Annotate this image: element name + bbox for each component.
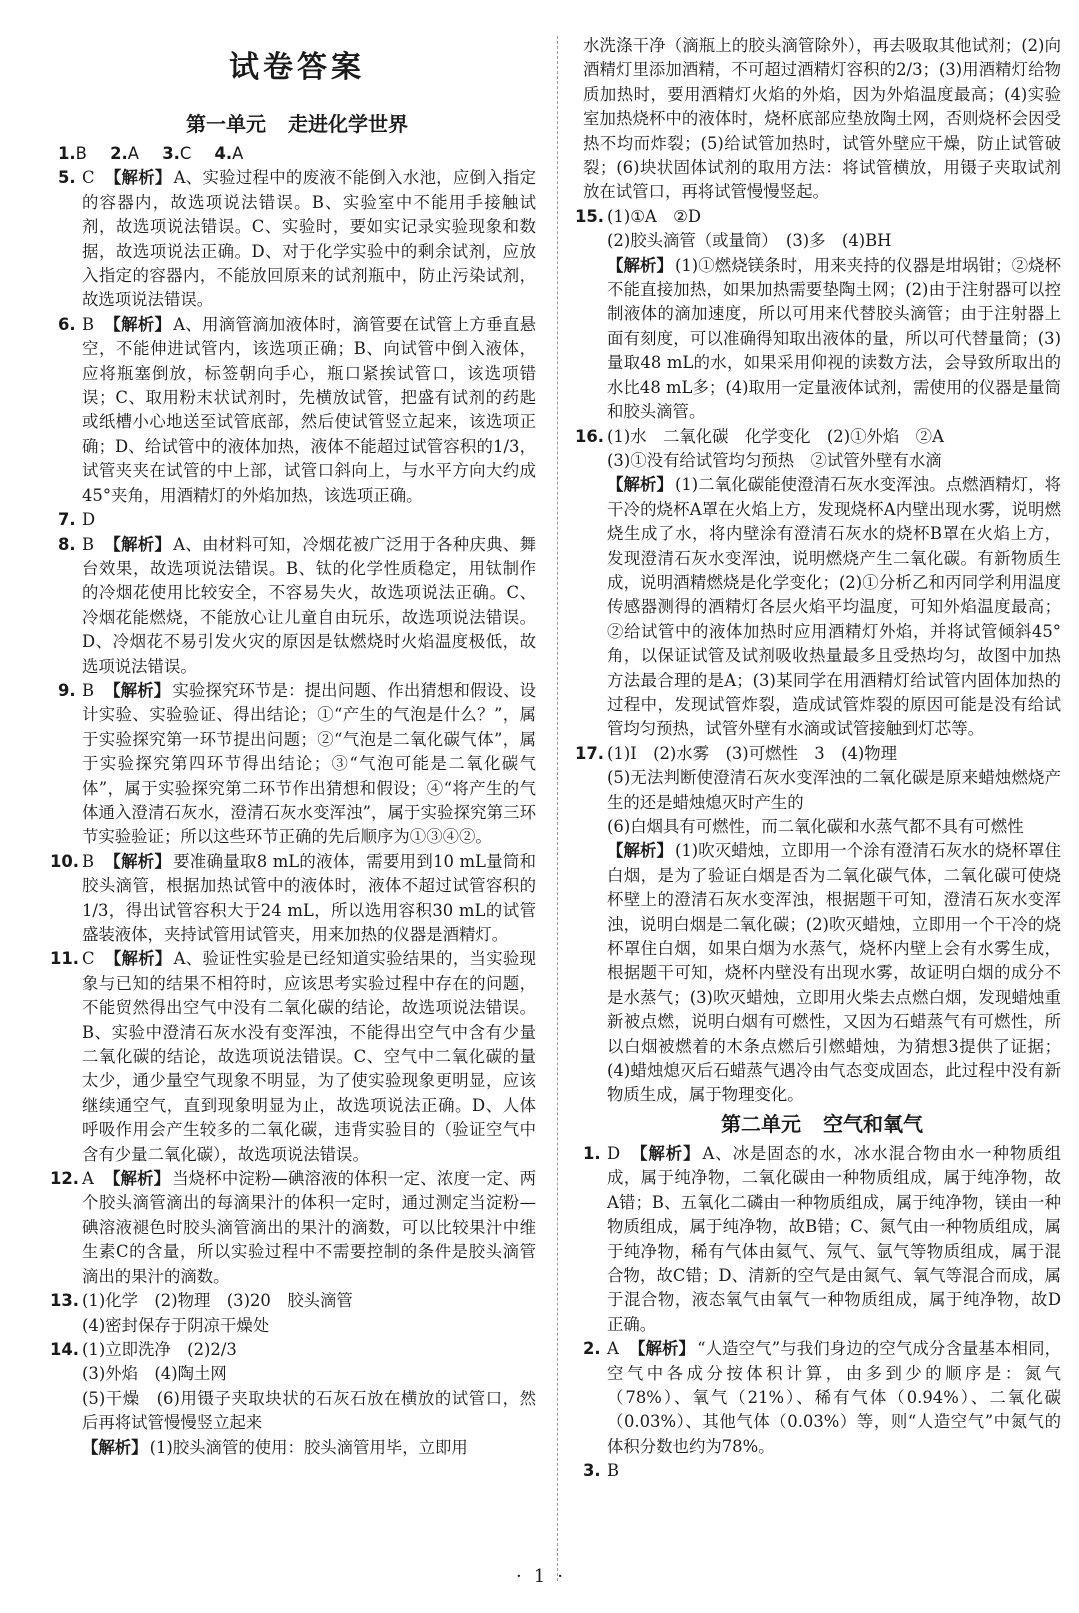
q12-number: 12. (50, 1169, 80, 1189)
answer-item-9 (58, 679, 536, 850)
answer-item-17 (575, 742, 1061, 1108)
q3-answer: C (179, 144, 192, 163)
analysis-tag: 【解析】 (630, 1143, 701, 1163)
analysis-tag: 【解析】 (104, 534, 172, 554)
q2-number: 2. (110, 144, 128, 163)
q14-analysis-cont: 水洗涤干净（滴瓶上的胶头滴管除外），再去吸取其他试剂；(2)向酒精灯里添加酒精，不可超过酒精灯容积的2/3；(3)用酒精灯给物质加热时，要用酒精灯火焰的外焰，因为外焰温度最高；(4)实验室加热烧杯中的液体时，烧杯底部应垫放陶土网，否则烧杯会因受热不均而炸裂；(5)给试管加热时，试管外壁应干燥，防止试管破裂；(6)块状固体试剂的取用方法：将试管横放，用镊子夹取试剂放在试管口，再将试管慢慢竖起。 (583, 36, 1061, 202)
unit-1-label: 第一单元 (186, 112, 266, 136)
q10-analysis: 要准确量取8 mL的液体，需要用到10 mL量筒和胶头滴管，根据加热试管中的液体时，液体不超过试管容积的1/3，得出试管容积大于24 mL，所以选用容积30 mL的试管盛装液体，夹持试管用试管夹，用来加热的仪器是酒精灯。 (82, 851, 537, 944)
unit2-answer-item-2 (583, 1337, 1061, 1459)
q13-number: 13. (50, 1291, 80, 1311)
q16-line-2: (3)①没有给试管均匀预热 ②试管外壁有水滴 (607, 450, 942, 470)
answer-item-11 (50, 947, 536, 1167)
q6-analysis: A、用滴管滴加液体时，滴管要在试管上方垂直悬空，不能伸进试管内，该选项正确；B、向试管中倒入液体，应将瓶塞倒放，标签朝向手心，瓶口紧挨试管口，该选项错误；C、取用粉末状试剂时，先横放试管，把盛有试剂的药匙或纸槽小心地送至试管底部，然后使试管竖立起来，该选项正确；D、给试管中的液体加热，液体不能超过试管容积的1/3，试管夹夹在试管的中上部，试管口斜向上，与水平方向大约成45°夹角，用酒精灯的外焰加热，该选项正确。 (82, 314, 536, 505)
q16-number: 16. (575, 426, 605, 446)
analysis-tag: 【解析】 (104, 314, 172, 334)
answer-item-16 (575, 425, 1061, 742)
analysis-tag: 【解析】 (82, 1437, 148, 1457)
right-column (575, 34, 1062, 1484)
q16-line-1: (1)水 二氧化碳 化学变化 (2)①外焰 ②A (607, 426, 944, 446)
q14-line-2: (3)外焰 (4)陶土网 (82, 1364, 227, 1384)
answer-item-10 (50, 850, 537, 948)
q15-line-1: (1)①A ②D (607, 206, 701, 226)
answer-item-13 (50, 1289, 536, 1338)
unit-1-name: 走进化学世界 (288, 112, 408, 136)
answer-item-8 (58, 533, 536, 679)
q14-number: 14. (50, 1339, 80, 1359)
q9-number: 9. (58, 680, 76, 700)
q15-line-2: (2)胶头滴管（或量筒） (3)多 (4)BH (607, 231, 892, 251)
q4-answer: A (232, 144, 244, 163)
q17-number: 17. (575, 743, 605, 763)
answer-item-15 (575, 205, 1061, 425)
q8-number: 8. (58, 534, 76, 554)
unit2-answer-item-1 (583, 1142, 1061, 1337)
answer-item-6 (58, 313, 536, 508)
q14-line-1: (1)立即洗净 (2)2/3 (82, 1339, 237, 1359)
analysis-tag: 【解析】 (104, 949, 172, 969)
q7-answer: D (82, 510, 96, 530)
left-column (50, 40, 537, 1460)
q12-analysis: 当烧杯中淀粉—碘溶液的体积一定、浓度一定、两个胶头滴管滴出的每滴果汁的体积一定时，通过测定当淀粉—碘溶液褪色时胶头滴管滴出的果汁的滴数，可以比较果汁中维生素C的含量，所以实验过程中不需要控制的条件是胶头滴管滴出的果汁的滴数。 (82, 1169, 537, 1286)
u2-q1-answer: D (607, 1143, 621, 1163)
page-number-dot-left: · (516, 1566, 522, 1587)
unit-1-title (58, 110, 536, 138)
analysis-tag: 【解析】 (104, 168, 172, 188)
q9-analysis: 实验探究环节是：提出问题、作出猜想和假设、设计实验、实验验证、得出结论；①“产生的气泡是什么？”，属于实验探究第一环节提出问题；②“气泡是二氧化碳气体”，属于实验探究第四环节得出结论；③“气泡可能是二氧化碳气体”，属于实验探究第二环节作出猜想和假设；④“将产生的气体通入澄清石灰水，澄清石灰水变浑浊”，属于实验探究第三环节实验验证；所以这些环节正确的先后顺序为①③④②。 (82, 680, 537, 847)
analysis-tag: 【解析】 (103, 1169, 171, 1189)
q14-line-3: (5)干燥 (6)用镊子夹取块状的石灰石放在横放的试管口，然后再将试管慢慢竖立起来 (82, 1388, 536, 1433)
q1-answer: B (75, 144, 87, 163)
q4-number: 4. (214, 144, 233, 163)
q17-analysis: (1)吹灭蜡烛，立即用一个涂有澄清石灰水的烧杯罩住白烟，是为了验证白烟是否为二氧化碳气体，二氧化碳可使烧杯壁上的澄清石灰水变浑浊，根据题干可知，澄清石灰水变浑浊，说明白烟是二氧化碳；(2)吹灭蜡烛，立即用一个干冷的烧杯罩住白烟，如果白烟为水蒸气，烧杯内壁上会有水雾生成，根据题干可知，烧杯内壁没有出现水雾，故证明白烟的成分不是水蒸气；(3)吹灭蜡烛，立即用火柴去点燃白烟，发现蜡烛重新被点燃，说明白烟有可燃性，又因为石蜡蒸气有可燃性，所以白烟被燃着的木条点燃后引燃蜡烛，为猜想3提供了证据；(4)蜡烛熄灭后石蜡蒸气遇冷由气态变成固态，此过程中没有新物质生成，属于物理变化。 (607, 841, 1061, 1105)
q5-answer: C (82, 168, 95, 188)
q7-number: 7. (58, 510, 76, 530)
q13-line-2: (4)密封保存于阴凉干燥处 (82, 1315, 270, 1335)
q11-answer: C (82, 949, 95, 969)
page-number-dot-right: · (557, 1566, 563, 1587)
u2-q1-number: 1. (583, 1143, 601, 1163)
u2-q2-number: 2. (583, 1339, 601, 1359)
q8-answer: B (82, 534, 95, 554)
q11-number: 11. (50, 949, 80, 969)
q6-number: 6. (58, 314, 76, 334)
q8-analysis: A、由材料可知，冷烟花被广泛用于各种庆典、舞台效果，故选项说法错误。B、钛的化学性质稳定，用钛制作的冷烟花使用比较安全，不容易失火，故选项说法正确。C、冷烟花能燃烧，不能放心让儿童自由玩乐，故选项说法错误。D、冷烟花不易引发火灾的原因是钛燃烧时火焰温度极低，故选项说法错误。 (82, 534, 536, 676)
q5-analysis: A、实验过程中的废液不能倒入水池，应倒入指定的容器内，故选项说法错误。B、实验室中不能用手接触试剂，故选项说法错误。C、实验时，要如实记录实验现象和数据，故选项说法正确。D、对于化学实验中的剩余试剂，应放入指定的容器内，不能放回原来的试剂瓶中，防止污染试剂，故选项说法错误。 (82, 168, 536, 310)
q14-analysis: (1)胶头滴管的使用：胶头滴管用毕，立即用 (149, 1437, 468, 1457)
q15-analysis: (1)①燃烧镁条时，用来夹持的仪器是坩埚钳；②烧杯不能直接加热，如果加热需要垫陶土网；(2)由于注射器可以控制液体的滴加速度，所以可用来代替胶头滴管；由于注射器上面有刻度，可以准确得知取出液体的量，所以可代替量筒；(3)量取48 mL的水，如果采用仰视的读数方法，会导致所取出的水比48 mL多；(4)取用一定量液体试剂，需使用的仪器是量筒和胶头滴管。 (607, 255, 1061, 422)
q6-answer: B (82, 314, 95, 334)
page-number-value: 1 (533, 1566, 546, 1587)
analysis-tag: 【解析】 (607, 255, 673, 275)
answers-1-4 (58, 142, 536, 166)
q11-analysis: A、验证性实验是已经知道实验结果的，当实验现象与已知的结果不相符时，应该思考实验过程中存在的问题，不能贸然得出空气中没有二氧化碳的结论，故选项说法错误。B、实验中澄清石灰水没有变浑浊，不能得出空气中含有少量二氧化碳的结论，故选项说法错误。C、空气中二氧化碳的量太少，通少量空气现象不明显，为了使实验现象更明显，应该继续通空气，直到现象明显为止，故选项说法正确。D、人体呼吸作用会产生较多的二氧化碳，违背实验目的（验证空气中含有少量二氧化碳），故选项说法错误。 (82, 949, 536, 1164)
q17-line-3: (6)白烟具有可燃性，而二氧化碳和水蒸气都不具有可燃性 (607, 817, 1024, 836)
answer-item-14 (50, 1338, 536, 1460)
analysis-tag: 【解析】 (104, 851, 172, 871)
q10-number: 10. (50, 851, 80, 871)
q17-line-2: (5)无法判断使澄清石灰水变浑浊的二氧化碳是原来蜡烛燃烧产生的还是蜡烛熄灭时产生的 (607, 768, 1061, 812)
page-number (0, 1566, 1079, 1587)
analysis-tag: 【解析】 (628, 1339, 696, 1359)
q15-number: 15. (575, 206, 605, 226)
q16-analysis: (1)二氧化碳能使澄清石灰水变浑浊。点燃酒精灯，将干冷的烧杯A罩在火焰上方，发现烧杯A内壁出现水雾，说明燃烧生成了水，将内壁涂有澄清石灰水的烧杯B罩在火焰上方，发现澄清石灰水变浑浊，说明燃烧产生二氧化碳。有新物质生成，说明酒精燃烧是化学变化；(2)①分析乙和丙同学利用温度传感器测得的酒精灯各层火焰平均温度，可知外焰温度最高；②给试管中的液体加热时应用酒精灯外焰，并将试管倾斜45°角，以保证试管及试剂吸收热量最多且受热均匀，故图中加热方法最合理的是A；(3)某同学在用酒精灯给试管内固体加热的过程中，发现试管炸裂，造成试管炸裂的原因可能是没有给试管均匀预热，试管外壁有水滴或试管接触到灯芯等。 (607, 475, 1061, 739)
q12-answer: A (82, 1169, 94, 1189)
u2-q2-answer: A (607, 1339, 619, 1359)
page-title: 试卷答案 (229, 50, 365, 85)
q9-answer: B (82, 680, 95, 700)
u2-q1-analysis: A、冰是固态的水，冰水混合物由水一种物质组成，属于纯净物，二氧化碳由一种物质组成，属于纯净物，故A错；B、五氧化二磷由一种物质组成，属于纯净物，镁由一种物质组成，属于纯净物，故B错；C、氮气由一种物质组成，属于纯净物，稀有气体由氦气、氖气、氩气等物质组成，属于混合物，故C错；D、清新的空气是由氮气、氧气等混合而成，属于混合物，液态氧气由氧气一种物质组成，属于纯净物，故D正确。 (607, 1143, 1062, 1334)
analysis-tag: 【解析】 (607, 841, 673, 861)
unit-2-name: 空气和氧气 (823, 1111, 923, 1136)
unit-2-title (583, 1110, 1061, 1138)
u2-q3-number: 3. (583, 1461, 601, 1481)
column-divider (557, 36, 558, 1581)
q10-answer: B (82, 851, 95, 871)
unit-2-label: 第二单元 (721, 1111, 801, 1136)
answer-item-12 (50, 1167, 537, 1289)
u2-q3-answer: B (607, 1461, 620, 1481)
q13-line-1: (1)化学 (2)物理 (3)20 胶头滴管 (82, 1291, 353, 1311)
q14-analysis-continued (583, 34, 1061, 205)
q3-number: 3. (162, 144, 180, 163)
unit2-answer-item-3 (583, 1459, 1061, 1483)
analysis-tag: 【解析】 (607, 475, 673, 495)
answer-item-7 (58, 508, 536, 532)
q1-number: 1. (58, 144, 76, 163)
analysis-tag: 【解析】 (104, 680, 171, 700)
q2-answer: A (127, 144, 139, 163)
answer-item-5 (58, 166, 536, 312)
q17-line-1: (1)Ⅰ (2)水雾 (3)可燃性 3 (4)物理 (607, 743, 898, 763)
u2-q2-analysis: “人造空气”与我们身边的空气成分含量基本相同，空气中各成分按体积计算，由多到少的顺序是：氮气（78%）、氧气（21%）、稀有气体（0.94%）、二氧化碳（0.03%）、其他气体（0.03%）等，则“人造空气”中氮气的体积分数也约为78%。 (607, 1339, 1061, 1456)
q5-number: 5. (58, 168, 76, 188)
